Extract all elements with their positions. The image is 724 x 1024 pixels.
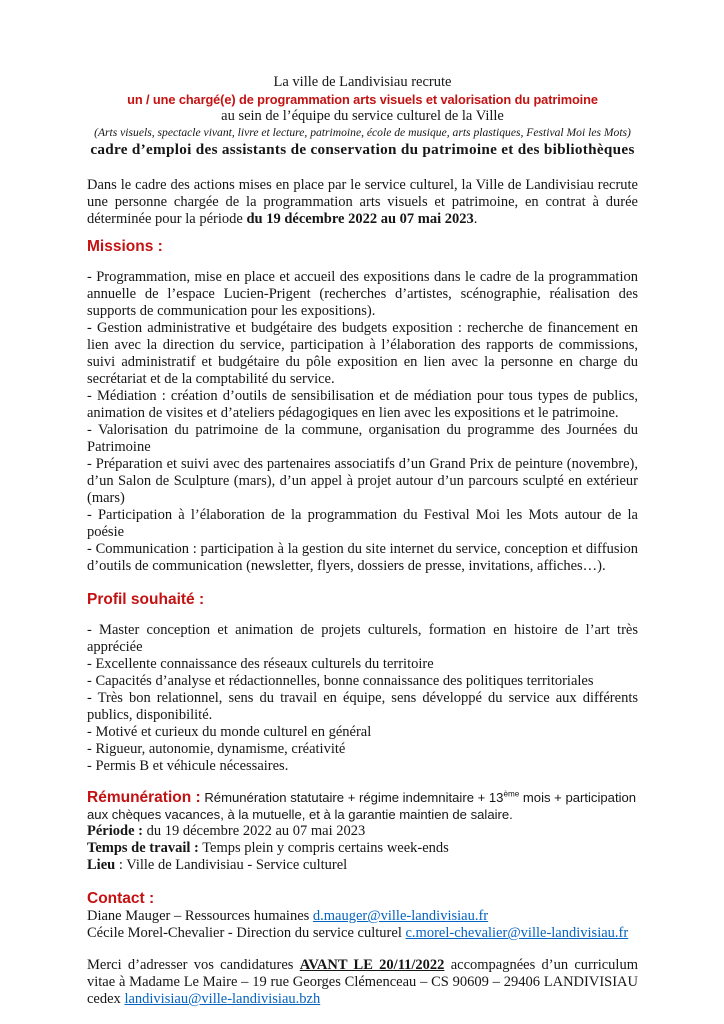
contact-section xyxy=(87,908,638,942)
profile-item: - Motivé et curieux du monde culturel en général xyxy=(87,724,372,740)
header-job-title: un / une chargé(e) de programmation arts visuels et valorisation du patrimoine xyxy=(127,92,598,107)
profile-item: - Capacités d’analyse et rédactionnelles, bonne connaissance des politiques territoriales xyxy=(87,673,594,689)
missions-heading: Missions : xyxy=(87,238,163,255)
intro-text: Dans le cadre des actions mises en place par le service culturel, la Ville de Landivisiau recrute une personne chargée de la programmation arts visuels et patrimoine, en contrat à durée déterminée pour la période xyxy=(87,177,638,227)
header-team-line: au sein de l’équipe du service culturel de la Ville xyxy=(221,108,504,124)
closing-text-end: accompagnées d’un curriculum vitae à Madame Le Maire – 19 rue Georges Clémenceau – CS 90609 – 29406 LANDIVISIAU cedex xyxy=(87,957,638,1007)
profile-item: - Master conception et animation de projets culturels, formation en histoire de l’art très appréciée xyxy=(87,622,638,655)
profile-item: - Permis B et véhicule nécessaires. xyxy=(87,758,289,774)
remuneration-text-end: mois + participation aux chèques vacances, à la mutuelle, et à la garantie maintien de salaire. xyxy=(87,790,637,822)
location-label: Lieu xyxy=(87,857,116,873)
mission-item: - Médiation : création d’outils de sensibilisation et de médiation pour tous types de publics, animation de visites et d’ateliers pédagogiques en lien avec les expositions et le patrimoine. xyxy=(87,388,638,421)
mission-item: - Gestion administrative et budgétaire des budgets exposition : recherche de financement en lien avec la direction du service, participation à l’élaboration des rapports de commissions, suivi administratif et budgétaire du pôle exposition en lien avec la personne en charge du secrétariat et de la comptabilité du service. xyxy=(87,320,638,387)
contact-heading: Contact : xyxy=(87,890,155,907)
mission-item: - Préparation et suivi avec des partenaires associatifs d’un Grand Prix de peinture (novembre), d’un Salon de Sculpture (mars), d’un appel à projet autour d’un parcours sculpté en extérieur (mars) xyxy=(87,456,638,506)
worktime-value: Temps plein y compris certains week-ends xyxy=(198,840,449,856)
email-link-townhall[interactable]: landivisiau@ville-landivisiau.bzh xyxy=(124,991,321,1007)
document-header xyxy=(87,74,638,159)
profile-item: - Rigueur, autonomie, dynamisme, créativité xyxy=(87,741,346,757)
mission-item: - Participation à l’élaboration de la programmation du Festival Moi les Mots autour de la poésie xyxy=(87,507,638,540)
mission-item: - Programmation, mise en place et accueil des expositions dans le cadre de la programmation annuelle de l’espace Lucien-Prigent (recherches d’artistes, scénographie, réalisation des supports de communication pour les expositions). xyxy=(87,269,638,319)
email-link-culture[interactable]: c.morel-chevalier@ville-landivisiau.fr xyxy=(405,925,629,941)
remuneration-section xyxy=(87,789,638,874)
contact-line-hr xyxy=(87,908,638,925)
contact-culture-name: Cécile Morel-Chevalier - Direction du service culturel xyxy=(87,925,406,941)
remuneration-text: Rémunération statutaire + régime indemnitaire + 13 xyxy=(200,790,504,805)
period-value: du 19 décembre 2022 au 07 mai 2023 xyxy=(142,823,366,839)
profile-item: - Excellente connaissance des réseaux culturels du territoire xyxy=(87,656,434,672)
contact-hr-name: Diane Mauger – Ressources humaines xyxy=(87,908,313,924)
intro-paragraph xyxy=(87,177,638,228)
missions-list xyxy=(87,269,638,575)
closing-text: Merci d’adresser vos candidatures xyxy=(87,957,300,973)
location-value: : Ville de Landivisiau - Service culturel xyxy=(115,857,348,873)
period-label: Période : xyxy=(87,823,143,839)
remuneration-paragraph xyxy=(87,789,638,823)
ordinal-superscript: ème xyxy=(503,789,520,799)
mission-item: - Valorisation du patrimoine de la commune, organisation du programme des Journées du Patrimoine xyxy=(87,422,638,455)
header-job-frame-line: cadre d’emploi des assistants de conservation du patrimoine et des bibliothèques xyxy=(90,141,635,158)
closing-paragraph xyxy=(87,957,638,1008)
intro-period-bold: du 19 décembre 2022 au 07 mai 2023 xyxy=(246,211,474,227)
remuneration-heading: Rémunération : xyxy=(87,789,201,806)
period-line xyxy=(87,823,638,840)
header-departments-line: (Arts visuels, spectacle vivant, livre et lecture, patrimoine, école de musique, arts plastiques, Festival Moi les Mots) xyxy=(94,126,631,139)
application-deadline: AVANT LE 20/11/2022 xyxy=(299,957,445,973)
mission-item: - Communication : participation à la gestion du site internet du service, conception et diffusion d’outils de communication (newsletter, flyers, dossiers de presse, invitations, affiches…). xyxy=(87,541,638,574)
intro-text-end: . xyxy=(473,211,478,227)
contact-line-culture xyxy=(87,925,638,942)
worktime-label: Temps de travail : xyxy=(87,840,199,856)
profile-item: - Très bon relationnel, sens du travail en équipe, sens développé du service aux différents publics, disponibilité. xyxy=(87,690,638,723)
header-recruiter-line: La ville de Landivisiau recrute xyxy=(273,74,452,90)
email-link-hr[interactable]: d.mauger@ville-landivisiau.fr xyxy=(312,908,489,924)
profile-list xyxy=(87,622,638,775)
location-line xyxy=(87,857,638,874)
worktime-line xyxy=(87,840,638,857)
profile-heading: Profil souhaité : xyxy=(87,591,205,608)
